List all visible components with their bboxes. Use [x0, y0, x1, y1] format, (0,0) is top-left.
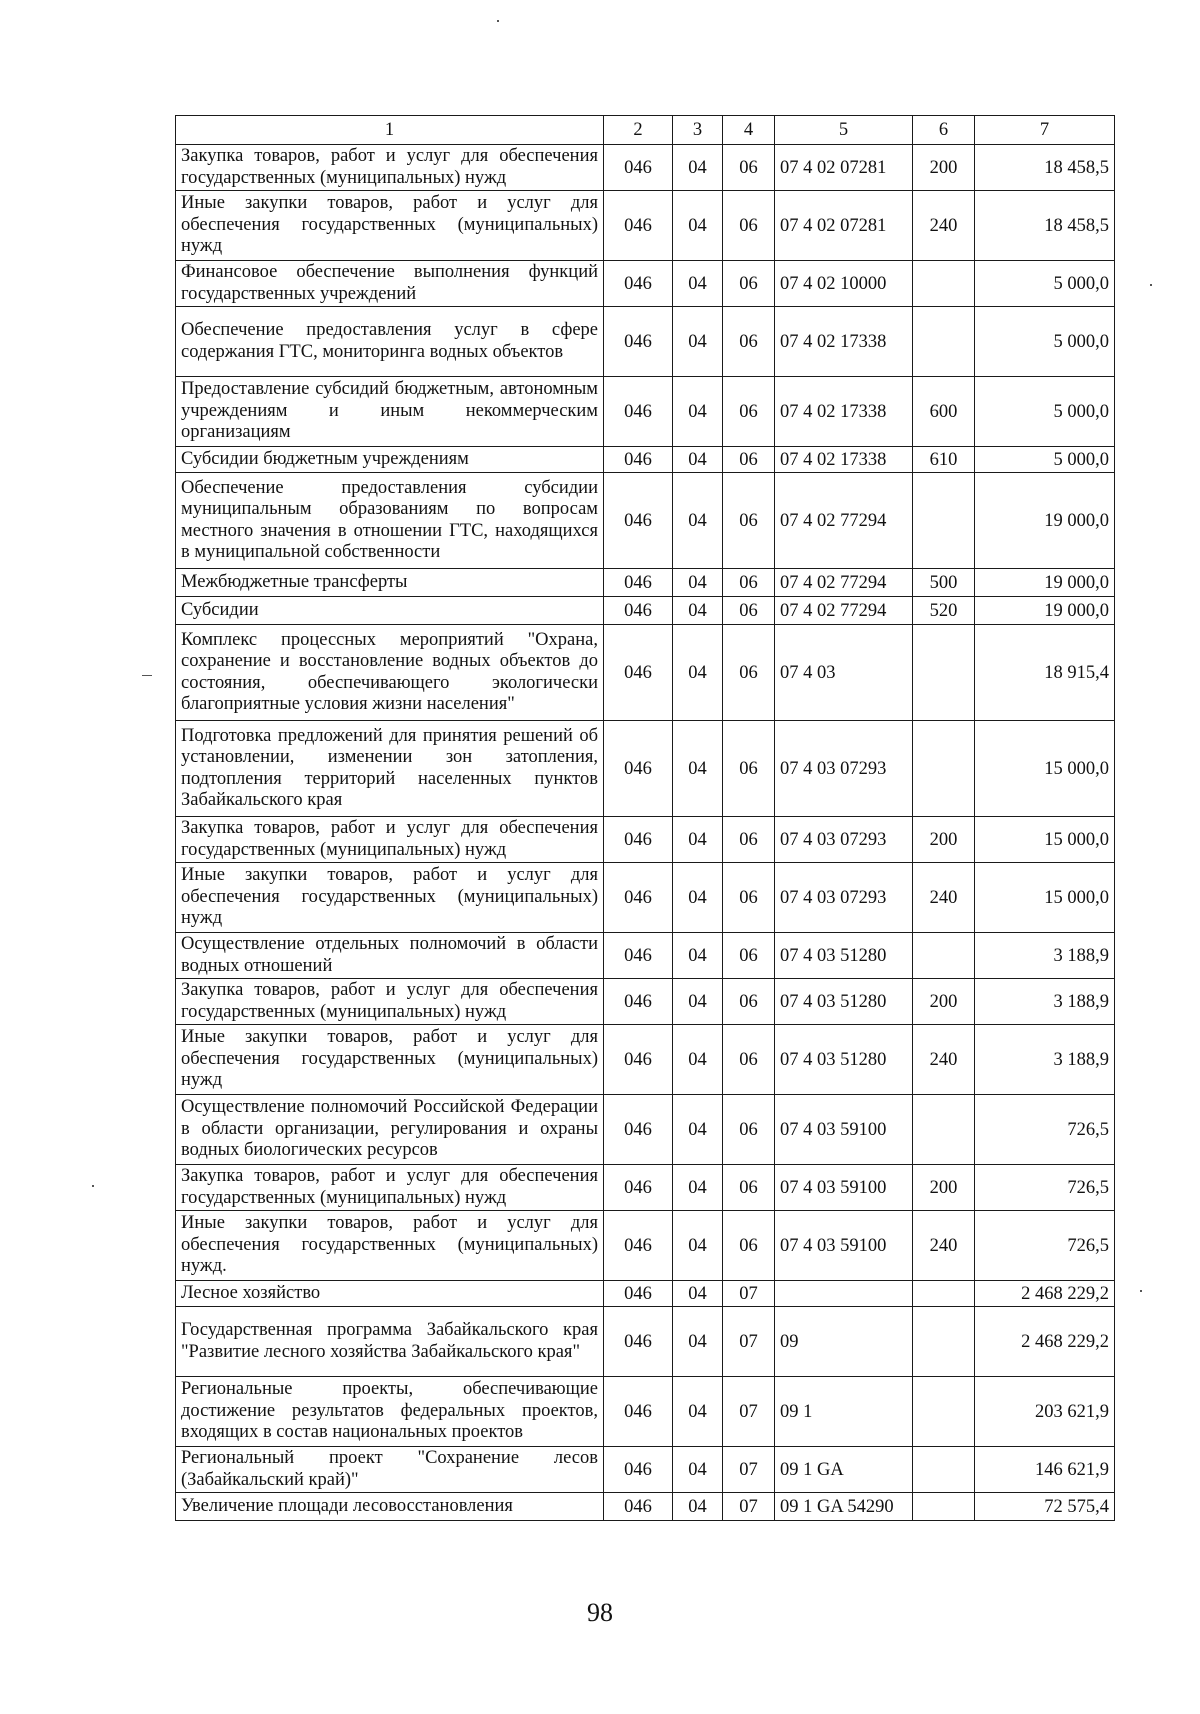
row-section-code: 04 — [673, 979, 723, 1025]
row-expense-type: 520 — [913, 597, 975, 625]
row-expense-type — [913, 1281, 975, 1307]
row-grbs-code: 046 — [604, 1493, 673, 1521]
row-subsection-code: 07 — [723, 1447, 775, 1493]
row-subsection-code: 06 — [723, 261, 775, 307]
row-target-article: 07 4 02 77294 — [775, 473, 913, 569]
row-grbs-code: 046 — [604, 1377, 673, 1447]
row-section-code: 04 — [673, 1281, 723, 1307]
row-expense-type: 200 — [913, 979, 975, 1025]
row-name: Субсидии — [176, 597, 604, 625]
row-target-article: 07 4 03 51280 — [775, 979, 913, 1025]
row-grbs-code: 046 — [604, 1165, 673, 1211]
table-row — [176, 979, 1115, 1025]
row-expense-type — [913, 933, 975, 979]
row-expense-type — [913, 625, 975, 721]
table-row — [176, 261, 1115, 307]
table-row — [176, 1025, 1115, 1095]
row-target-article: 07 4 03 51280 — [775, 933, 913, 979]
row-name: Обеспечение предоставления услуг в сфере содержания ГТС, мониторинга водных объектов — [176, 307, 604, 377]
row-name: Обеспечение предоставления субсидии муниципальным образованиям по вопросам местного значения в отношении ГТС, находящихся в муниципальной собственности — [176, 473, 604, 569]
row-subsection-code: 06 — [723, 817, 775, 863]
table-row — [176, 191, 1115, 261]
row-amount: 5 000,0 — [975, 307, 1115, 377]
row-grbs-code: 046 — [604, 863, 673, 933]
row-subsection-code: 06 — [723, 597, 775, 625]
table-row — [176, 817, 1115, 863]
row-grbs-code: 046 — [604, 1095, 673, 1165]
row-expense-type — [913, 473, 975, 569]
row-expense-type — [913, 1447, 975, 1493]
row-section-code: 04 — [673, 447, 723, 473]
row-subsection-code: 06 — [723, 1025, 775, 1095]
table-row — [176, 1447, 1115, 1493]
row-section-code: 04 — [673, 863, 723, 933]
row-name: Закупка товаров, работ и услуг для обеспечения государственных (муниципальных) нужд — [176, 1165, 604, 1211]
row-section-code: 04 — [673, 597, 723, 625]
row-target-article: 07 4 03 07293 — [775, 721, 913, 817]
row-target-article: 09 1 — [775, 1377, 913, 1447]
row-target-article: 09 1 GA 54290 — [775, 1493, 913, 1521]
row-grbs-code: 046 — [604, 933, 673, 979]
row-target-article: 07 4 03 07293 — [775, 863, 913, 933]
row-subsection-code: 06 — [723, 625, 775, 721]
row-section-code: 04 — [673, 145, 723, 191]
row-subsection-code: 06 — [723, 979, 775, 1025]
row-section-code: 04 — [673, 1095, 723, 1165]
row-section-code: 04 — [673, 1493, 723, 1521]
row-section-code: 04 — [673, 625, 723, 721]
page-number: 98 — [587, 1598, 613, 1627]
row-expense-type: 200 — [913, 817, 975, 863]
header-col-2: 2 — [604, 116, 673, 145]
row-amount: 5 000,0 — [975, 447, 1115, 473]
row-target-article: 07 4 02 07281 — [775, 145, 913, 191]
row-amount: 3 188,9 — [975, 979, 1115, 1025]
row-subsection-code: 06 — [723, 1165, 775, 1211]
table-row — [176, 933, 1115, 979]
row-subsection-code: 07 — [723, 1493, 775, 1521]
scan-speck — [1150, 284, 1152, 286]
row-expense-type — [913, 1095, 975, 1165]
table-row — [176, 863, 1115, 933]
row-section-code: 04 — [673, 721, 723, 817]
row-grbs-code: 046 — [604, 261, 673, 307]
header-col-4: 4 — [723, 116, 775, 145]
row-grbs-code: 046 — [604, 1447, 673, 1493]
table-row — [176, 1307, 1115, 1377]
row-grbs-code: 046 — [604, 625, 673, 721]
row-target-article: 07 4 02 17338 — [775, 447, 913, 473]
row-grbs-code: 046 — [604, 817, 673, 863]
row-section-code: 04 — [673, 1025, 723, 1095]
table-row — [176, 597, 1115, 625]
table-row — [176, 625, 1115, 721]
header-col-6: 6 — [913, 116, 975, 145]
row-expense-type: 240 — [913, 1211, 975, 1281]
row-subsection-code: 06 — [723, 1211, 775, 1281]
row-section-code: 04 — [673, 1211, 723, 1281]
row-subsection-code: 06 — [723, 933, 775, 979]
row-amount: 2 468 229,2 — [975, 1281, 1115, 1307]
table-row — [176, 1377, 1115, 1447]
row-amount: 726,5 — [975, 1095, 1115, 1165]
row-target-article: 07 4 02 17338 — [775, 307, 913, 377]
row-target-article — [775, 1281, 913, 1307]
table-row — [176, 1281, 1115, 1307]
row-amount: 19 000,0 — [975, 597, 1115, 625]
row-grbs-code: 046 — [604, 191, 673, 261]
row-section-code: 04 — [673, 817, 723, 863]
row-amount: 15 000,0 — [975, 817, 1115, 863]
row-amount: 18 458,5 — [975, 191, 1115, 261]
row-name: Увеличение площади лесовосстановления — [176, 1493, 604, 1521]
row-subsection-code: 06 — [723, 473, 775, 569]
row-grbs-code: 046 — [604, 473, 673, 569]
table-row — [176, 569, 1115, 597]
row-subsection-code: 06 — [723, 145, 775, 191]
row-amount: 18 458,5 — [975, 145, 1115, 191]
row-name: Иные закупки товаров, работ и услуг для обеспечения государственных (муниципальных) нужд — [176, 191, 604, 261]
row-section-code: 04 — [673, 473, 723, 569]
header-row — [176, 116, 1115, 145]
row-subsection-code: 06 — [723, 569, 775, 597]
header-col-3: 3 — [673, 116, 723, 145]
row-grbs-code: 046 — [604, 1025, 673, 1095]
row-target-article: 07 4 02 77294 — [775, 569, 913, 597]
row-section-code: 04 — [673, 307, 723, 377]
table-row — [176, 1211, 1115, 1281]
row-name: Лесное хозяйство — [176, 1281, 604, 1307]
row-name: Финансовое обеспечение выполнения функций государственных учреждений — [176, 261, 604, 307]
row-target-article: 09 1 GA — [775, 1447, 913, 1493]
row-section-code: 04 — [673, 1165, 723, 1211]
row-expense-type — [913, 261, 975, 307]
row-expense-type: 240 — [913, 863, 975, 933]
row-name: Осуществление полномочий Российской Федерации в области организации, регулирования и охраны водных биологических ресурсов — [176, 1095, 604, 1165]
scan-speck — [142, 675, 152, 676]
row-expense-type: 240 — [913, 1025, 975, 1095]
row-section-code: 04 — [673, 261, 723, 307]
table-row — [176, 307, 1115, 377]
row-expense-type: 610 — [913, 447, 975, 473]
header-col-5: 5 — [775, 116, 913, 145]
row-amount: 3 188,9 — [975, 933, 1115, 979]
row-section-code: 04 — [673, 569, 723, 597]
row-subsection-code: 06 — [723, 863, 775, 933]
row-expense-type: 240 — [913, 191, 975, 261]
row-expense-type — [913, 1307, 975, 1377]
row-name: Региональные проекты, обеспечивающие достижение результатов федеральных проектов, входящих в состав национальных проектов — [176, 1377, 604, 1447]
row-subsection-code: 07 — [723, 1307, 775, 1377]
row-target-article: 07 4 03 07293 — [775, 817, 913, 863]
scan-speck — [1140, 1290, 1142, 1292]
row-grbs-code: 046 — [604, 1307, 673, 1377]
row-subsection-code: 06 — [723, 307, 775, 377]
row-amount: 726,5 — [975, 1211, 1115, 1281]
table-row — [176, 145, 1115, 191]
row-expense-type: 200 — [913, 1165, 975, 1211]
row-name: Комплекс процессных мероприятий "Охрана, сохранение и восстановление водных объектов до состояния, обеспечивающего экологически благоприятные условия жизни населения" — [176, 625, 604, 721]
row-subsection-code: 06 — [723, 721, 775, 817]
row-target-article: 07 4 03 51280 — [775, 1025, 913, 1095]
row-subsection-code: 07 — [723, 1281, 775, 1307]
row-target-article: 07 4 03 — [775, 625, 913, 721]
row-name: Региональный проект "Сохранение лесов (Забайкальский край)" — [176, 1447, 604, 1493]
row-target-article: 07 4 03 59100 — [775, 1095, 913, 1165]
row-name: Иные закупки товаров, работ и услуг для обеспечения государственных (муниципальных) нужд. — [176, 1211, 604, 1281]
row-grbs-code: 046 — [604, 307, 673, 377]
row-amount: 5 000,0 — [975, 261, 1115, 307]
row-section-code: 04 — [673, 1447, 723, 1493]
row-grbs-code: 046 — [604, 145, 673, 191]
row-grbs-code: 046 — [604, 1281, 673, 1307]
table-body — [176, 145, 1115, 1521]
row-section-code: 04 — [673, 191, 723, 261]
row-amount: 15 000,0 — [975, 863, 1115, 933]
row-expense-type: 500 — [913, 569, 975, 597]
row-grbs-code: 046 — [604, 447, 673, 473]
row-expense-type — [913, 1377, 975, 1447]
row-target-article: 07 4 02 10000 — [775, 261, 913, 307]
row-target-article: 07 4 02 77294 — [775, 597, 913, 625]
row-section-code: 04 — [673, 933, 723, 979]
row-name: Осуществление отдельных полномочий в области водных отношений — [176, 933, 604, 979]
row-subsection-code: 06 — [723, 377, 775, 447]
row-grbs-code: 046 — [604, 1211, 673, 1281]
row-amount: 2 468 229,2 — [975, 1307, 1115, 1377]
table-row — [176, 1493, 1115, 1521]
row-name: Иные закупки товаров, работ и услуг для обеспечения государственных (муниципальных) нужд — [176, 863, 604, 933]
row-name: Межбюджетные трансферты — [176, 569, 604, 597]
header-col-1: 1 — [176, 116, 604, 145]
row-target-article: 07 4 02 07281 — [775, 191, 913, 261]
table-row — [176, 721, 1115, 817]
scan-speck — [497, 20, 499, 22]
row-grbs-code: 046 — [604, 597, 673, 625]
row-subsection-code: 06 — [723, 191, 775, 261]
row-amount: 203 621,9 — [975, 1377, 1115, 1447]
row-expense-type: 200 — [913, 145, 975, 191]
header-col-7: 7 — [975, 116, 1115, 145]
row-grbs-code: 046 — [604, 569, 673, 597]
row-subsection-code: 07 — [723, 1377, 775, 1447]
row-amount: 146 621,9 — [975, 1447, 1115, 1493]
row-name: Субсидии бюджетным учреждениям — [176, 447, 604, 473]
row-grbs-code: 046 — [604, 979, 673, 1025]
row-target-article: 07 4 02 17338 — [775, 377, 913, 447]
row-name: Государственная программа Забайкальского края "Развитие лесного хозяйства Забайкальского края" — [176, 1307, 604, 1377]
row-amount: 5 000,0 — [975, 377, 1115, 447]
budget-table — [175, 115, 1115, 1521]
row-subsection-code: 06 — [723, 1095, 775, 1165]
table-row — [176, 1165, 1115, 1211]
row-name: Подготовка предложений для принятия решений об установлении, изменении зон затопления, подтопления территорий населенных пунктов Забайкальского края — [176, 721, 604, 817]
row-section-code: 04 — [673, 1307, 723, 1377]
table-row — [176, 377, 1115, 447]
table-row — [176, 447, 1115, 473]
row-grbs-code: 046 — [604, 721, 673, 817]
row-expense-type — [913, 307, 975, 377]
row-expense-type — [913, 1493, 975, 1521]
row-name: Закупка товаров, работ и услуг для обеспечения государственных (муниципальных) нужд — [176, 145, 604, 191]
row-target-article: 07 4 03 59100 — [775, 1165, 913, 1211]
row-amount: 15 000,0 — [975, 721, 1115, 817]
row-amount: 19 000,0 — [975, 473, 1115, 569]
row-amount: 72 575,4 — [975, 1493, 1115, 1521]
row-subsection-code: 06 — [723, 447, 775, 473]
row-expense-type — [913, 721, 975, 817]
row-name: Предоставление субсидий бюджетным, автономным учреждениям и иным некоммерческим организациям — [176, 377, 604, 447]
table-row — [176, 1095, 1115, 1165]
row-target-article: 07 4 03 59100 — [775, 1211, 913, 1281]
row-expense-type: 600 — [913, 377, 975, 447]
scan-speck — [92, 1185, 94, 1187]
row-name: Закупка товаров, работ и услуг для обеспечения государственных (муниципальных) нужд — [176, 979, 604, 1025]
row-name: Иные закупки товаров, работ и услуг для обеспечения государственных (муниципальных) нужд — [176, 1025, 604, 1095]
row-amount: 18 915,4 — [975, 625, 1115, 721]
row-grbs-code: 046 — [604, 377, 673, 447]
row-name: Закупка товаров, работ и услуг для обеспечения государственных (муниципальных) нужд — [176, 817, 604, 863]
row-amount: 3 188,9 — [975, 1025, 1115, 1095]
row-section-code: 04 — [673, 377, 723, 447]
row-amount: 19 000,0 — [975, 569, 1115, 597]
row-section-code: 04 — [673, 1377, 723, 1447]
row-target-article: 09 — [775, 1307, 913, 1377]
row-amount: 726,5 — [975, 1165, 1115, 1211]
table-row — [176, 473, 1115, 569]
